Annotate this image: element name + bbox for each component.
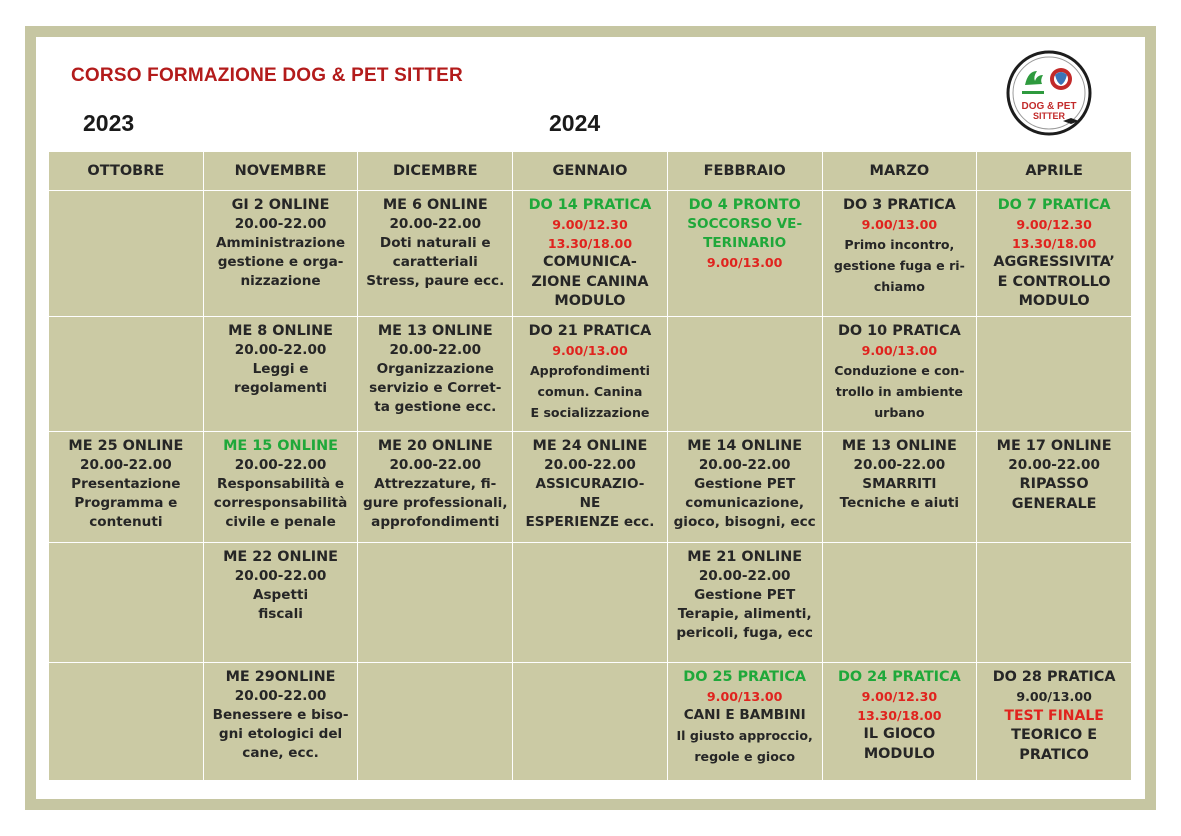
schedule-row (49, 191, 1132, 317)
lesson-detail: Conduzione e con- (834, 363, 965, 378)
lesson-cell (49, 432, 204, 543)
lesson-detail: cane, ecc. (242, 745, 319, 761)
lesson-detail: ta gestione ecc. (374, 399, 497, 415)
lesson-detail: Amministrazione (215, 235, 346, 251)
lesson-title: ME 13 ONLINE (841, 438, 957, 454)
lesson-detail: TEST FINALE (1004, 708, 1104, 724)
lesson-title: ME 20 ONLINE (377, 438, 493, 454)
lesson-detail: trollo in ambiente (835, 384, 963, 399)
month-header: APRILE (977, 152, 1132, 191)
lesson-title: ME 22 ONLINE (223, 549, 338, 565)
lesson-detail: Gestione PET (694, 587, 796, 603)
lesson-detail: ASSICURAZIO- (535, 476, 645, 492)
lesson-cell (822, 191, 977, 317)
lesson-detail: 20.00-22.00 (853, 457, 946, 473)
lesson-detail: SOCCORSO VE- (687, 216, 803, 232)
lesson-detail: 9.00/13.00 (861, 343, 938, 358)
schedule-row (49, 663, 1132, 781)
empty-cell (513, 663, 668, 781)
lesson-detail: gni etologici del (218, 726, 343, 742)
lesson-cell (822, 432, 977, 543)
lesson-detail: 9.00/13.00 (706, 689, 783, 704)
lesson-title: ME 14 ONLINE (687, 438, 803, 454)
lesson-detail: fiscali (258, 606, 303, 622)
lesson-detail: ZIONE CANINA (531, 273, 649, 290)
lesson-detail: 20.00-22.00 (234, 568, 327, 584)
lesson-detail: 9.00/12.30 (1016, 217, 1092, 232)
month-header: GENNAIO (513, 152, 668, 191)
lesson-detail: Doti naturali e (379, 235, 491, 251)
lesson-detail: ESPERIENZE ecc. (525, 514, 655, 530)
lesson-detail: IL GIOCO (863, 726, 936, 742)
schedule-row (49, 432, 1132, 543)
lesson-detail: Benessere e biso- (212, 707, 349, 723)
lesson-detail: Tecniche e aiuti (839, 495, 960, 511)
lesson-detail: pericoli, fuga, ecc (676, 625, 813, 641)
empty-cell (49, 191, 204, 317)
lesson-title: DO 28 PRATICA (992, 669, 1116, 685)
lesson-detail: civile e penale (225, 514, 336, 530)
lesson-cell (667, 663, 822, 781)
lesson-detail: 20.00-22.00 (389, 457, 482, 473)
lesson-title: ME 13 ONLINE (377, 323, 493, 339)
lesson-title: DO 7 PRATICA (997, 197, 1111, 213)
lesson-detail: MODULO (554, 293, 626, 309)
empty-cell (822, 543, 977, 663)
lesson-title: ME 24 ONLINE (532, 438, 648, 454)
schedule-table (48, 151, 1132, 781)
lesson-detail: 20.00-22.00 (234, 457, 327, 473)
lesson-detail: 20.00-22.00 (544, 457, 636, 473)
lesson-detail: gure professionali, (363, 495, 508, 511)
lesson-title: DO 25 PRATICA (683, 669, 807, 685)
lesson-cell (977, 432, 1132, 543)
lesson-detail: chiamo (873, 279, 925, 294)
lesson-cell (203, 663, 358, 781)
lesson-cell (203, 543, 358, 663)
lesson-detail: PRATICO (1019, 746, 1089, 763)
empty-cell (49, 317, 204, 432)
empty-cell (358, 543, 513, 663)
lesson-cell (203, 432, 358, 543)
schedule-row (49, 317, 1132, 432)
lesson-detail: 9.00/13.00 (706, 255, 783, 270)
lesson-detail: MODULO (1018, 293, 1090, 309)
lesson-detail: Presentazione (71, 476, 181, 492)
year-2024: 2024 (549, 110, 601, 136)
lesson-detail: E CONTROLLO (997, 273, 1111, 290)
lesson-detail: CANI E BAMBINI (683, 707, 806, 723)
lesson-title: DO 3 PRATICA (843, 197, 956, 213)
lesson-detail: Stress, paure ecc. (366, 273, 505, 289)
logo-text-line-1: DOG & PET (1021, 101, 1077, 112)
lesson-detail: Approfondimenti (529, 363, 650, 378)
lesson-cell (513, 317, 668, 432)
lesson-cell (203, 317, 358, 432)
lesson-cell (513, 191, 668, 317)
lesson-detail: TERINARIO (703, 235, 787, 251)
lesson-cell (822, 317, 977, 432)
lesson-detail: 9.00/13.00 (552, 343, 628, 358)
lesson-title: DO 4 PRONTO (688, 197, 801, 213)
lesson-detail: 20.00-22.00 (1008, 457, 1100, 473)
lesson-detail: 20.00-22.00 (234, 216, 327, 232)
logo-text-line-2: SITTER (1032, 111, 1066, 121)
lesson-title: DO 14 PRATICA (528, 197, 652, 213)
empty-cell (977, 543, 1132, 663)
lesson-detail: nizzazione (240, 273, 321, 289)
month-header-row (49, 152, 1132, 191)
lesson-detail: MODULO (863, 745, 935, 762)
lesson-detail: Responsabilità e (216, 476, 345, 492)
lesson-detail: comunicazione, (685, 495, 805, 511)
lesson-detail: regole e gioco (694, 749, 796, 764)
lesson-detail: 20.00-22.00 (80, 457, 172, 473)
lesson-detail: Organizzazione (376, 361, 494, 377)
lesson-detail: COMUNICA- (543, 254, 637, 270)
lesson-cell (667, 191, 822, 317)
lesson-cell (203, 191, 358, 317)
lesson-detail: gioco, bisogni, ecc (673, 514, 816, 530)
lesson-detail: gestione fuga e ri- (833, 258, 965, 273)
schedule-sheet (36, 37, 1145, 799)
lesson-title: GI 2 ONLINE (231, 197, 330, 213)
lesson-cell (358, 317, 513, 432)
empty-cell (977, 317, 1132, 432)
lesson-detail: TEORICO E (1011, 727, 1098, 743)
lesson-cell (358, 191, 513, 317)
month-header: OTTOBRE (49, 152, 204, 191)
lesson-title: ME 8 ONLINE (228, 323, 333, 339)
schedule-row (49, 543, 1132, 663)
empty-cell (667, 317, 822, 432)
lesson-detail: E socializzazione (530, 405, 650, 420)
lesson-detail: 13.30/18.00 (547, 236, 633, 251)
year-2023: 2023 (83, 110, 135, 136)
lesson-title: ME 21 ONLINE (687, 549, 803, 565)
lesson-cell (822, 663, 977, 781)
lesson-title: ME 25 ONLINE (68, 438, 184, 454)
lesson-detail: NE (579, 495, 601, 511)
lesson-detail: Leggi e (252, 361, 309, 377)
lesson-cell (358, 432, 513, 543)
page-frame (25, 26, 1156, 810)
empty-cell (49, 543, 204, 663)
lesson-cell (667, 432, 822, 543)
lesson-detail: regolamenti (234, 380, 328, 396)
lesson-detail: 9.00/12.30 (552, 217, 628, 232)
lesson-detail: 20.00-22.00 (698, 568, 791, 584)
lesson-title: DO 21 PRATICA (528, 323, 652, 339)
lesson-cell (977, 663, 1132, 781)
legambiente-dog-pet-sitter-logo (1005, 49, 1093, 137)
lesson-detail: Aspetti (252, 587, 309, 603)
lesson-detail: RIPASSO (1019, 476, 1089, 492)
lesson-detail: servizio e Corret- (369, 380, 502, 396)
empty-cell (358, 663, 513, 781)
lesson-detail: Gestione PET (694, 476, 796, 492)
lesson-detail: 9.00/13.00 (1016, 689, 1092, 704)
lesson-title: ME 17 ONLINE (996, 438, 1112, 454)
lesson-detail: SMARRITI (862, 476, 937, 492)
lesson-title: DO 10 PRATICA (837, 323, 961, 339)
lesson-title: DO 24 PRATICA (837, 669, 961, 685)
month-header: FEBBRAIO (667, 152, 822, 191)
lesson-detail: 9.00/13.00 (861, 217, 938, 232)
lesson-title: ME 29ONLINE (225, 669, 336, 685)
lesson-detail: 20.00-22.00 (389, 342, 482, 358)
lesson-detail: 9.00/12.30 (861, 689, 938, 704)
lesson-detail: AGGRESSIVITA’ (993, 254, 1115, 270)
lesson-title: ME 15 ONLINE (223, 438, 338, 454)
lesson-detail: 20.00-22.00 (389, 216, 482, 232)
lesson-detail: caratteriali (392, 254, 478, 270)
month-header: DICEMBRE (358, 152, 513, 191)
lesson-detail: contenuti (89, 514, 163, 530)
lesson-cell (513, 432, 668, 543)
lesson-detail: 20.00-22.00 (234, 342, 327, 358)
lesson-cell (667, 543, 822, 663)
lesson-detail: Programma e (74, 495, 178, 511)
lesson-detail: approfondimenti (371, 514, 500, 530)
lesson-title: ME 6 ONLINE (382, 197, 488, 213)
lesson-detail: 13.30/18.00 (857, 708, 942, 723)
month-header: NOVEMBRE (203, 152, 358, 191)
lesson-detail: 20.00-22.00 (698, 457, 791, 473)
lesson-detail: corresponsabilità (213, 495, 348, 511)
lesson-detail: Il giusto approccio, (676, 728, 813, 743)
lesson-detail: urbano (874, 405, 925, 420)
lesson-detail: gestione e orga- (217, 254, 344, 270)
lesson-detail: Terapie, alimenti, (677, 606, 812, 622)
empty-cell (49, 663, 204, 781)
month-header: MARZO (822, 152, 977, 191)
lesson-detail: Primo incontro, (844, 237, 955, 252)
empty-cell (513, 543, 668, 663)
lesson-detail: Attrezzature, fi- (374, 476, 497, 492)
lesson-cell (977, 191, 1132, 317)
lesson-detail: 20.00-22.00 (234, 688, 327, 704)
course-title: CORSO FORMAZIONE DOG & PET SITTER (71, 65, 463, 86)
lesson-detail: 13.30/18.00 (1011, 236, 1097, 251)
lesson-detail: GENERALE (1011, 495, 1097, 512)
lesson-detail: comun. Canina (537, 384, 643, 399)
